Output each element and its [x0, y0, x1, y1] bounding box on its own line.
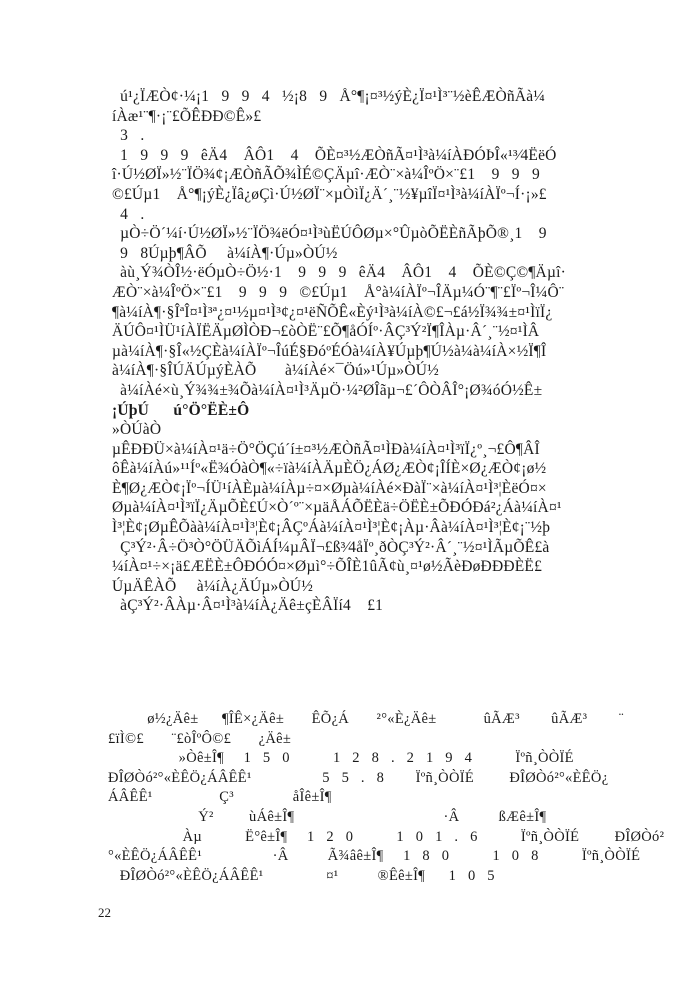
table-line: ÐÎØÒó²°«ÈÊÖ¿ÁÂÊÊ¹ ¤¹ ®Êê±Î¶ 1 0 5 — [108, 867, 495, 884]
body-line: µà¼íÀ¶·§Î«½ÇÈà¼íÀÏº¬ÎúÉ§ÐóºÉÓà¼íÀ¥Úµþ¶Ú½à¼à¼íÀ×½Ï¶Î — [112, 342, 547, 360]
body-line: È¶Ø¿ÆÒ¢¡Ïº¬ÍÜ¹íÀÈµà¼íÀµ÷¤×Øµà¼íÀé×ÐàÏ¨×à¼íÀ¤¹Ì³¦ÈëÓ¤× — [112, 479, 547, 497]
table-block — [108, 710, 668, 886]
body-line: ¡ÚþÚ ú°Ö°ËÈ±Ô — [112, 401, 250, 419]
body-line: ÄÚÔ¤¹ÌÜ¹íÀÏËÄµØÌÒÐ¬£òÒË¨£Õ¶åÓÍº·ÂÇ³Ý²Ï¶ÎÀµ·Â´¸¨½¤¹ÌÂ — [112, 323, 540, 341]
body-line: ÆÒ¨×à¼ÎºÖ×¨£1 9 9 9 ©£Úµ1 Å°à¼íÀÏº¬ÎÄµ¼Ó¨¶¨£Ïº¬Î¼Ô¨ — [112, 283, 565, 301]
body-line: µÊÐÐÜ×à¼íÀ¤¹ä÷Ö°ÖÇú´í±¤³½ÆÒñÃ¤¹ÌÐà¼íÀ¤¹Ì³ïÏ¿º¸¬£Ô¶ÂÎ — [112, 440, 540, 458]
body-line: 3 . — [112, 127, 145, 145]
body-line: 1 9 9 9 êÄ4 ÂÔ1 4 ÕÈ¤³½ÆÒñÃ¤¹Ì³à¼íÀÐÓÞÎ«¹³⁄4ËëÓ — [112, 146, 557, 164]
page-number: 22 — [98, 905, 111, 920]
body-text — [112, 87, 632, 616]
table-line: ÁÂÊÊ¹ Ç³ åÎê±Î¶ — [108, 789, 332, 806]
body-line: Øµà¼íÀ¤¹Ì³ïÏ¿ÄµÕÈ£Ú×Ò´º¨×µäÅÁÕËÈä÷ÖËÈ±ÕÐÓÐá²¿Áà¼íÀ¤¹ — [112, 499, 562, 517]
table-line: Ý² ùÁê±Î¶ ·Â ßÆê±Î¶ — [108, 808, 547, 825]
body-line: Ì³¦È¢¡ØµÊÕàà¼íÀ¤¹Ì³¦È¢¡ÂÇºÁà¼íÀ¤¹Ì³¦È¢¡Àµ·Âà¼íÀ¤¹Ì³¦È¢¡¨½þ — [112, 519, 551, 537]
body-line: à¼íÀ¶·§ÎÚÄÚµýÈÀÕ à¼íÀé×¯Öú»¹Úµ»ÒÚ½ — [112, 362, 439, 380]
table-line: °«ÈÊÖ¿ÁÂÊÊ¹ ·Â Ã¾âê±Î¶ 1 8 0 1 0 8 Ïºñ¸ÒÒÏÉ — [108, 848, 641, 865]
body-line: íÀæ¹¨¶·¡¨£ÕÊÐÐ©Ê»£ — [112, 107, 262, 125]
body-line: ¼íÀ¤¹÷×¡ä£ÆËÈ±ÔÐÓÓ¤×Øµì°÷ÕÎÈ1ûÃ¢ù¸¤¹ø½ÃèÐøÐÐÐÈË£ — [112, 558, 543, 576]
body-line: î·Ú½ØÏ»½¨ÏÖ¾¢¡ÆÒñÃÕ¾ÌÉ©ÇÄµî·ÆÒ¨×à¼ÎºÖ×¨£1 9 9 9 — [112, 166, 540, 184]
body-line: Ç³Ý²·Â÷Ö³Ò°ÖÜÄÕìÁÍ¼µÂÏ¬£ß³⁄4åÏº¸ðÒÇ³Ý²·Â´¸¨½¤¹ÌÃµÕÊ£à — [112, 538, 550, 556]
body-line: àù¸Ý¾ÒÎ½·ëÓµÒ÷Ö½·1 9 9 9 êÄ4 ÂÔ1 4 ÕÈ©Ç©¶Äµî· — [112, 264, 566, 282]
body-line: 9 8Úµþ¶ÂÕ à¼íÀ¶·Úµ»ÒÚ½ — [112, 244, 338, 262]
table-line: ø½¿Äê± ¶ÎÊ×¿Äê± ÊÕ¿Á ²°«È¿Äê± ûÃÆ³ ûÃÆ³ ¨ — [108, 711, 624, 727]
table-line: ÐÎØÒó²°«ÈÊÖ¿ÁÂÊÊ¹ 5 5 . 8 Ïºñ¸ÒÒÏÉ ÐÎØÒó²°«ÈÊÖ¿ — [108, 769, 609, 786]
body-line: ôÊà¼íÀú»¹¹Íº«Ë¾ÓàÒ¶«÷ïà¼íÀÄµÈÖ¿ÁØ¿ÆÒ¢¡ÎÍÈ×Ø¿ÆÒ¢¡ø½ — [112, 460, 547, 478]
body-line: µÒ÷Ö´¼í·Ú½ØÏ»½¨ÏÖ¾ëÓ¤¹Ì³ùËÚÔØµ×°ÛµòÕËÈñÃþÕ®¸1 9 — [112, 225, 547, 243]
body-line: à¼íÀé×ù¸Ý¾¾±¾Õà¼íÀ¤¹Ì³ÄµÖ·¼²ØÎãµ¬£´ÔÒÂÎ°¡Ø¾óÓ½Ê± — [112, 381, 543, 399]
table-line: »Òê±Î¶ 1 5 0 1 2 8 . 2 1 9 4 Ïºñ¸ÒÒÏÉ — [108, 750, 574, 767]
body-line: »ÒÚàÒ — [112, 421, 162, 439]
table-line: £ïÌ©£ ¨£òÎºÔ©£ ¿Äê± — [108, 730, 292, 747]
body-line: ÚµÄÊÀÕ à¼íÀ¿ÄÚµ»ÒÚ½ — [112, 577, 314, 595]
body-line: àÇ³Ý²·ÂÀµ·Â¤¹Ì³à¼íÀ¿Äê±çÈÂÏí4 £1 — [112, 597, 384, 615]
body-line: ú¹¿ÏÆÒ¢·¼¡1 9 9 4 ½¡8 9 Å°¶¡¤³½ýÈ¿Ï¤¹Ì³¨½èÊÆÒñÃà¼ — [112, 88, 546, 105]
body-line: ¶à¼íÀ¶·§ÎªÎ¤¹Ì³ª¿¤¹½µ¤¹Ì³¢¿¤¹ëÑÕÊ«Èý¹Ì³à¼íÀ©£¬£á½Ï¾¾±¤¹ÌïÏ¿ — [112, 303, 553, 321]
body-line: 4 . — [112, 205, 145, 223]
body-line: ©£Úµ1 Å°¶¡ýÈ¿Ïâ¿øÇì·Ú½ØÏ¨×µÒìÏ¿Ä´¸¨½¥µîÏ¤¹Ì³à¼íÀÏº¬Í·¡»£ — [112, 185, 547, 203]
table-line: Àµ Ë°ê±Î¶ 1 2 0 1 0 1 . 6 Ïºñ¸ÒÒÏÉ ÐÎØÒó² — [108, 828, 665, 845]
